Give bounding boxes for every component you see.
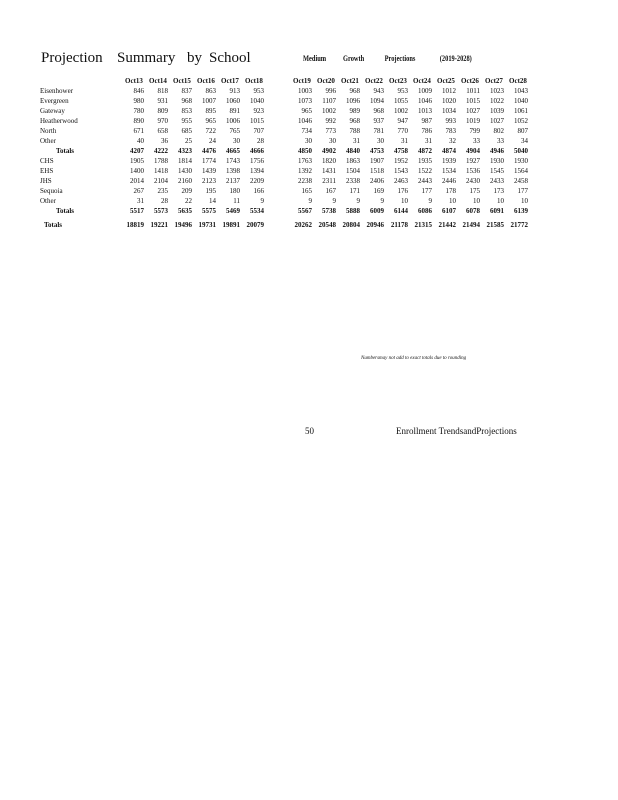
enrollment-cell: 1930 bbox=[514, 157, 528, 165]
column-header: Oct25 bbox=[437, 77, 455, 85]
enrollment-cell: 891 bbox=[229, 107, 240, 115]
school-row bbox=[40, 116, 530, 126]
enrollment-cell: 1027 bbox=[490, 117, 504, 125]
enrollment-cell: 1763 bbox=[298, 157, 312, 165]
enrollment-cell: 846 bbox=[133, 87, 144, 95]
enrollment-cell: 1504 bbox=[346, 167, 360, 175]
grand-total-cell: 19891 bbox=[222, 221, 240, 229]
header-blank bbox=[40, 76, 122, 86]
enrollment-cell: 1439 bbox=[202, 167, 216, 175]
enrollment-cell: 1107 bbox=[322, 97, 336, 105]
enrollment-cell: 1907 bbox=[370, 157, 384, 165]
subtitle-word: Growth bbox=[343, 54, 365, 63]
enrollment-cell: 1073 bbox=[298, 97, 312, 105]
enrollment-cell: 2443 bbox=[418, 177, 432, 185]
enrollment-cell: 31 bbox=[425, 137, 432, 145]
enrollment-cell: 707 bbox=[253, 127, 264, 135]
enrollment-cell: 722 bbox=[205, 127, 216, 135]
column-gap bbox=[266, 86, 290, 96]
grand-total-cell: 20548 bbox=[318, 221, 336, 229]
enrollment-cell: 1927 bbox=[466, 157, 480, 165]
school-row bbox=[40, 86, 530, 96]
enrollment-cell: 209 bbox=[181, 187, 192, 195]
enrollment-cell: 9 bbox=[380, 197, 384, 205]
enrollment-cell: 267 bbox=[133, 187, 144, 195]
enrollment-cell: 34 bbox=[521, 137, 528, 145]
enrollment-cell: 1015 bbox=[466, 97, 480, 105]
column-gap bbox=[266, 136, 290, 146]
enrollment-cell: 4666 bbox=[250, 147, 264, 155]
enrollment-cell: 1398 bbox=[226, 167, 240, 175]
school-name: North bbox=[40, 127, 57, 135]
enrollment-cell: 1774 bbox=[202, 157, 216, 165]
enrollment-cell: 173 bbox=[493, 187, 504, 195]
enrollment-cell: 1431 bbox=[322, 167, 336, 175]
enrollment-cell: 1040 bbox=[514, 97, 528, 105]
enrollment-cell: 5517 bbox=[130, 207, 144, 215]
enrollment-cell: 6078 bbox=[466, 207, 480, 215]
column-gap bbox=[266, 96, 290, 106]
enrollment-cell: 734 bbox=[301, 127, 312, 135]
enrollment-cell: 1536 bbox=[466, 167, 480, 175]
enrollment-cell: 996 bbox=[325, 87, 336, 95]
school-name: EHS bbox=[40, 167, 54, 175]
column-header: Oct20 bbox=[317, 77, 335, 85]
enrollment-cell: 953 bbox=[253, 87, 264, 95]
column-gap bbox=[266, 156, 290, 166]
grand-total-cell: 20079 bbox=[246, 221, 264, 229]
enrollment-cell: 2446 bbox=[442, 177, 456, 185]
enrollment-cell: 2311 bbox=[322, 177, 336, 185]
enrollment-cell: 2433 bbox=[490, 177, 504, 185]
school-name: Other bbox=[40, 137, 56, 145]
grand-total-cell: 21585 bbox=[486, 221, 504, 229]
column-gap bbox=[266, 76, 290, 86]
enrollment-cell: 10 bbox=[521, 197, 528, 205]
enrollment-cell: 937 bbox=[373, 117, 384, 125]
school-row bbox=[40, 96, 530, 106]
enrollment-cell: 1002 bbox=[322, 107, 336, 115]
column-gap bbox=[266, 176, 290, 186]
school-name: Sequoia bbox=[40, 187, 63, 195]
enrollment-cell: 9 bbox=[260, 197, 264, 205]
enrollment-cell: 989 bbox=[349, 107, 360, 115]
enrollment-cell: 1003 bbox=[298, 87, 312, 95]
enrollment-cell: 4872 bbox=[418, 147, 432, 155]
enrollment-cell: 6009 bbox=[370, 207, 384, 215]
column-header: Oct17 bbox=[221, 77, 239, 85]
enrollment-cell: 765 bbox=[229, 127, 240, 135]
enrollment-cell: 33 bbox=[497, 137, 504, 145]
enrollment-cell: 30 bbox=[329, 137, 336, 145]
enrollment-cell: 968 bbox=[349, 117, 360, 125]
page-number: 50 bbox=[305, 426, 314, 436]
school-name: Gateway bbox=[40, 107, 65, 115]
subtitle-word: (2019-2028) bbox=[439, 54, 472, 63]
column-gap bbox=[266, 116, 290, 126]
school-row bbox=[40, 126, 530, 136]
column-header: Oct22 bbox=[365, 77, 383, 85]
enrollment-cell: 895 bbox=[205, 107, 216, 115]
enrollment-cell: 1392 bbox=[298, 167, 312, 175]
enrollment-cell: 987 bbox=[421, 117, 432, 125]
enrollment-cell: 31 bbox=[353, 137, 360, 145]
enrollment-cell: 770 bbox=[397, 127, 408, 135]
enrollment-cell: 2406 bbox=[370, 177, 384, 185]
enrollment-cell: 818 bbox=[157, 87, 168, 95]
header-row bbox=[40, 76, 530, 86]
enrollment-cell: 1034 bbox=[442, 107, 456, 115]
enrollment-cell: 30 bbox=[377, 137, 384, 145]
enrollment-cell: 4902 bbox=[322, 147, 336, 155]
column-header: Oct18 bbox=[245, 77, 263, 85]
column-gap bbox=[266, 196, 290, 206]
enrollment-cell: 2458 bbox=[514, 177, 528, 185]
enrollment-cell: 4476 bbox=[202, 147, 216, 155]
enrollment-cell: 4222 bbox=[154, 147, 168, 155]
enrollment-cell: 6139 bbox=[514, 207, 528, 215]
enrollment-cell: 5575 bbox=[202, 207, 216, 215]
enrollment-cell: 799 bbox=[469, 127, 480, 135]
enrollment-cell: 671 bbox=[133, 127, 144, 135]
subtitle-word: Projections bbox=[384, 54, 416, 63]
enrollment-cell: 4758 bbox=[394, 147, 408, 155]
enrollment-cell: 5469 bbox=[226, 207, 240, 215]
enrollment-cell: 947 bbox=[397, 117, 408, 125]
enrollment-cell: 1096 bbox=[346, 97, 360, 105]
enrollment-cell: 1534 bbox=[442, 167, 456, 175]
footer-title: Enrollment TrendsandProjections bbox=[396, 426, 517, 436]
enrollment-cell: 863 bbox=[205, 87, 216, 95]
enrollment-cell: 955 bbox=[181, 117, 192, 125]
enrollment-cell: 1013 bbox=[418, 107, 432, 115]
school-name: CHS bbox=[40, 157, 54, 165]
enrollment-cell: 5534 bbox=[250, 207, 264, 215]
enrollment-cell: 802 bbox=[493, 127, 504, 135]
enrollment-cell: 9 bbox=[428, 197, 432, 205]
column-header: Oct14 bbox=[149, 77, 167, 85]
enrollment-cell: 2338 bbox=[346, 177, 360, 185]
enrollment-cell: 1015 bbox=[250, 117, 264, 125]
title-word: by bbox=[187, 50, 202, 66]
enrollment-cell: 22 bbox=[185, 197, 192, 205]
enrollment-cell: 1788 bbox=[154, 157, 168, 165]
column-gap bbox=[266, 166, 290, 176]
enrollment-cell: 993 bbox=[445, 117, 456, 125]
enrollment-cell: 1935 bbox=[418, 157, 432, 165]
grand-total-cell: 21315 bbox=[414, 221, 432, 229]
rounding-note: Numbersmay not add to exact totals due to rounding bbox=[361, 356, 467, 361]
enrollment-cell: 658 bbox=[157, 127, 168, 135]
title-word: School bbox=[209, 50, 251, 66]
enrollment-cell: 31 bbox=[137, 197, 144, 205]
enrollment-cell: 169 bbox=[373, 187, 384, 195]
enrollment-cell: 6091 bbox=[490, 207, 504, 215]
enrollment-cell: 1019 bbox=[466, 117, 480, 125]
enrollment-cell: 913 bbox=[229, 87, 240, 95]
enrollment-cell: 10 bbox=[449, 197, 456, 205]
enrollment-cell: 167 bbox=[325, 187, 336, 195]
enrollment-cell: 1039 bbox=[490, 107, 504, 115]
enrollment-cell: 809 bbox=[157, 107, 168, 115]
school-row bbox=[40, 196, 530, 206]
enrollment-cell: 5040 bbox=[514, 147, 528, 155]
enrollment-cell: 175 bbox=[469, 187, 480, 195]
column-gap bbox=[266, 146, 290, 156]
enrollment-cell: 6086 bbox=[418, 207, 432, 215]
enrollment-cell: 1012 bbox=[442, 87, 456, 95]
enrollment-cell: 36 bbox=[161, 137, 168, 145]
enrollment-cell: 1006 bbox=[226, 117, 240, 125]
enrollment-cell: 1046 bbox=[418, 97, 432, 105]
enrollment-cell: 968 bbox=[373, 107, 384, 115]
grand-total-cell: 21494 bbox=[462, 221, 480, 229]
projection-table bbox=[40, 76, 530, 230]
enrollment-cell: 968 bbox=[181, 97, 192, 105]
column-header: Oct16 bbox=[197, 77, 215, 85]
column-gap bbox=[266, 186, 290, 196]
enrollment-cell: 2209 bbox=[250, 177, 264, 185]
enrollment-cell: 1756 bbox=[250, 157, 264, 165]
grand-total-cell: 19221 bbox=[150, 221, 168, 229]
enrollment-cell: 10 bbox=[473, 197, 480, 205]
school-name: Heatherwood bbox=[40, 117, 78, 125]
enrollment-cell: 5738 bbox=[322, 207, 336, 215]
enrollment-cell: 1930 bbox=[490, 157, 504, 165]
enrollment-cell: 1394 bbox=[250, 167, 264, 175]
enrollment-cell: 166 bbox=[253, 187, 264, 195]
enrollment-cell: 5567 bbox=[298, 207, 312, 215]
enrollment-cell: 30 bbox=[233, 137, 240, 145]
school-row bbox=[40, 176, 530, 186]
enrollment-cell: 1820 bbox=[322, 157, 336, 165]
enrollment-cell: 1743 bbox=[226, 157, 240, 165]
enrollment-cell: 5888 bbox=[346, 207, 360, 215]
enrollment-cell: 2014 bbox=[130, 177, 144, 185]
column-header: Oct13 bbox=[125, 77, 143, 85]
enrollment-cell: 2104 bbox=[154, 177, 168, 185]
enrollment-cell: 180 bbox=[229, 187, 240, 195]
enrollment-cell: 1043 bbox=[514, 87, 528, 95]
enrollment-cell: 32 bbox=[449, 137, 456, 145]
column-header: Oct21 bbox=[341, 77, 359, 85]
enrollment-cell: 931 bbox=[157, 97, 168, 105]
enrollment-cell: 1023 bbox=[490, 87, 504, 95]
enrollment-cell: 1905 bbox=[130, 157, 144, 165]
enrollment-cell: 1022 bbox=[490, 97, 504, 105]
enrollment-cell: 1040 bbox=[250, 97, 264, 105]
enrollment-cell: 1002 bbox=[394, 107, 408, 115]
grand-total-cell: 21178 bbox=[390, 221, 408, 229]
enrollment-cell: 1009 bbox=[418, 87, 432, 95]
column-gap bbox=[266, 106, 290, 116]
grand-total-cell: 21772 bbox=[510, 221, 528, 229]
enrollment-cell: 4753 bbox=[370, 147, 384, 155]
enrollment-cell: 2160 bbox=[178, 177, 192, 185]
subtitle-word: Medium bbox=[303, 54, 327, 63]
enrollment-cell: 9 bbox=[308, 197, 312, 205]
enrollment-cell: 1545 bbox=[490, 167, 504, 175]
enrollment-cell: 2123 bbox=[202, 177, 216, 185]
enrollment-cell: 1060 bbox=[226, 97, 240, 105]
grand-total-cell: 20946 bbox=[366, 221, 384, 229]
enrollment-cell: 980 bbox=[133, 97, 144, 105]
enrollment-cell: 30 bbox=[305, 137, 312, 145]
enrollment-cell: 5573 bbox=[154, 207, 168, 215]
enrollment-cell: 992 bbox=[325, 117, 336, 125]
enrollment-cell: 177 bbox=[517, 187, 528, 195]
grand-total-cell: 20262 bbox=[294, 221, 312, 229]
grand-total-label: Totals bbox=[44, 221, 63, 229]
title-word: Projection bbox=[41, 50, 103, 66]
enrollment-cell: 1522 bbox=[418, 167, 432, 175]
grand-total-cell: 19731 bbox=[198, 221, 216, 229]
enrollment-cell: 786 bbox=[421, 127, 432, 135]
enrollment-cell: 1564 bbox=[514, 167, 528, 175]
school-name: Totals bbox=[56, 207, 75, 215]
enrollment-cell: 2238 bbox=[298, 177, 312, 185]
grand-total-cell: 18819 bbox=[126, 221, 144, 229]
enrollment-cell: 178 bbox=[445, 187, 456, 195]
enrollment-cell: 1543 bbox=[394, 167, 408, 175]
enrollment-cell: 1055 bbox=[394, 97, 408, 105]
enrollment-cell: 1020 bbox=[442, 97, 456, 105]
title-word: Summary bbox=[117, 50, 176, 66]
grand-total-cell: 20804 bbox=[342, 221, 360, 229]
enrollment-cell: 1007 bbox=[202, 97, 216, 105]
school-name: JHS bbox=[40, 177, 52, 185]
column-gap bbox=[266, 206, 290, 216]
enrollment-cell: 4850 bbox=[298, 147, 312, 155]
school-name: Eisenhower bbox=[40, 87, 74, 95]
enrollment-cell: 4904 bbox=[466, 147, 480, 155]
school-row bbox=[40, 166, 530, 176]
enrollment-cell: 4946 bbox=[490, 147, 504, 155]
enrollment-cell: 1814 bbox=[178, 157, 192, 165]
enrollment-cell: 807 bbox=[517, 127, 528, 135]
enrollment-cell: 10 bbox=[497, 197, 504, 205]
column-gap bbox=[266, 216, 290, 230]
enrollment-cell: 4840 bbox=[346, 147, 360, 155]
enrollment-cell: 4665 bbox=[226, 147, 240, 155]
grand-total-cell: 21442 bbox=[438, 221, 456, 229]
enrollment-cell: 968 bbox=[349, 87, 360, 95]
enrollment-cell: 953 bbox=[397, 87, 408, 95]
enrollment-cell: 33 bbox=[473, 137, 480, 145]
school-row bbox=[40, 156, 530, 166]
column-header: Oct15 bbox=[173, 77, 191, 85]
enrollment-cell: 4874 bbox=[442, 147, 456, 155]
enrollment-cell: 28 bbox=[161, 197, 168, 205]
enrollment-cell: 783 bbox=[445, 127, 456, 135]
enrollment-cell: 685 bbox=[181, 127, 192, 135]
enrollment-cell: 11 bbox=[233, 197, 240, 205]
enrollment-cell: 165 bbox=[301, 187, 312, 195]
grand-total-cell: 19496 bbox=[174, 221, 192, 229]
enrollment-cell: 195 bbox=[205, 187, 216, 195]
enrollment-cell: 890 bbox=[133, 117, 144, 125]
enrollment-cell: 853 bbox=[181, 107, 192, 115]
column-header: Oct26 bbox=[461, 77, 479, 85]
enrollment-cell: 1400 bbox=[130, 167, 144, 175]
enrollment-cell: 177 bbox=[421, 187, 432, 195]
enrollment-cell: 6144 bbox=[394, 207, 408, 215]
column-gap bbox=[266, 126, 290, 136]
enrollment-cell: 235 bbox=[157, 187, 168, 195]
school-row bbox=[40, 186, 530, 196]
school-row bbox=[40, 136, 530, 146]
enrollment-cell: 788 bbox=[349, 127, 360, 135]
enrollment-cell: 1094 bbox=[370, 97, 384, 105]
enrollment-cell: 781 bbox=[373, 127, 384, 135]
enrollment-cell: 965 bbox=[301, 107, 312, 115]
enrollment-cell: 9 bbox=[356, 197, 360, 205]
enrollment-cell: 923 bbox=[253, 107, 264, 115]
totals-row bbox=[40, 206, 530, 216]
enrollment-cell: 14 bbox=[209, 197, 216, 205]
school-row bbox=[40, 106, 530, 116]
enrollment-cell: 28 bbox=[257, 137, 264, 145]
column-header: Oct27 bbox=[485, 77, 503, 85]
enrollment-cell: 9 bbox=[332, 197, 336, 205]
enrollment-cell: 10 bbox=[401, 197, 408, 205]
enrollment-cell: 1430 bbox=[178, 167, 192, 175]
enrollment-cell: 40 bbox=[137, 137, 144, 145]
enrollment-cell: 773 bbox=[325, 127, 336, 135]
column-header: Oct28 bbox=[509, 77, 527, 85]
enrollment-cell: 171 bbox=[349, 187, 360, 195]
enrollment-cell: 1863 bbox=[346, 157, 360, 165]
enrollment-cell: 5635 bbox=[178, 207, 192, 215]
enrollment-cell: 1518 bbox=[370, 167, 384, 175]
enrollment-cell: 1052 bbox=[514, 117, 528, 125]
enrollment-cell: 1061 bbox=[514, 107, 528, 115]
enrollment-cell: 4207 bbox=[130, 147, 144, 155]
enrollment-cell: 25 bbox=[185, 137, 192, 145]
enrollment-cell: 2137 bbox=[226, 177, 240, 185]
column-header: Oct19 bbox=[293, 77, 311, 85]
enrollment-cell: 1939 bbox=[442, 157, 456, 165]
school-name: Other bbox=[40, 197, 56, 205]
enrollment-cell: 943 bbox=[373, 87, 384, 95]
enrollment-cell: 1011 bbox=[466, 87, 480, 95]
enrollment-cell: 780 bbox=[133, 107, 144, 115]
enrollment-cell: 6107 bbox=[442, 207, 456, 215]
enrollment-cell: 2463 bbox=[394, 177, 408, 185]
enrollment-cell: 1027 bbox=[466, 107, 480, 115]
enrollment-cell: 965 bbox=[205, 117, 216, 125]
totals-row bbox=[40, 146, 530, 156]
enrollment-cell: 1418 bbox=[154, 167, 168, 175]
enrollment-cell: 837 bbox=[181, 87, 192, 95]
enrollment-cell: 176 bbox=[397, 187, 408, 195]
column-header: Oct23 bbox=[389, 77, 407, 85]
school-name: Totals bbox=[56, 147, 75, 155]
enrollment-cell: 2430 bbox=[466, 177, 480, 185]
enrollment-cell: 1952 bbox=[394, 157, 408, 165]
school-name: Evergreen bbox=[40, 97, 69, 105]
enrollment-cell: 24 bbox=[209, 137, 216, 145]
grand-total-row bbox=[40, 216, 530, 230]
enrollment-cell: 970 bbox=[157, 117, 168, 125]
enrollment-cell: 1046 bbox=[298, 117, 312, 125]
column-header: Oct24 bbox=[413, 77, 431, 85]
enrollment-cell: 4323 bbox=[178, 147, 192, 155]
enrollment-cell: 31 bbox=[401, 137, 408, 145]
